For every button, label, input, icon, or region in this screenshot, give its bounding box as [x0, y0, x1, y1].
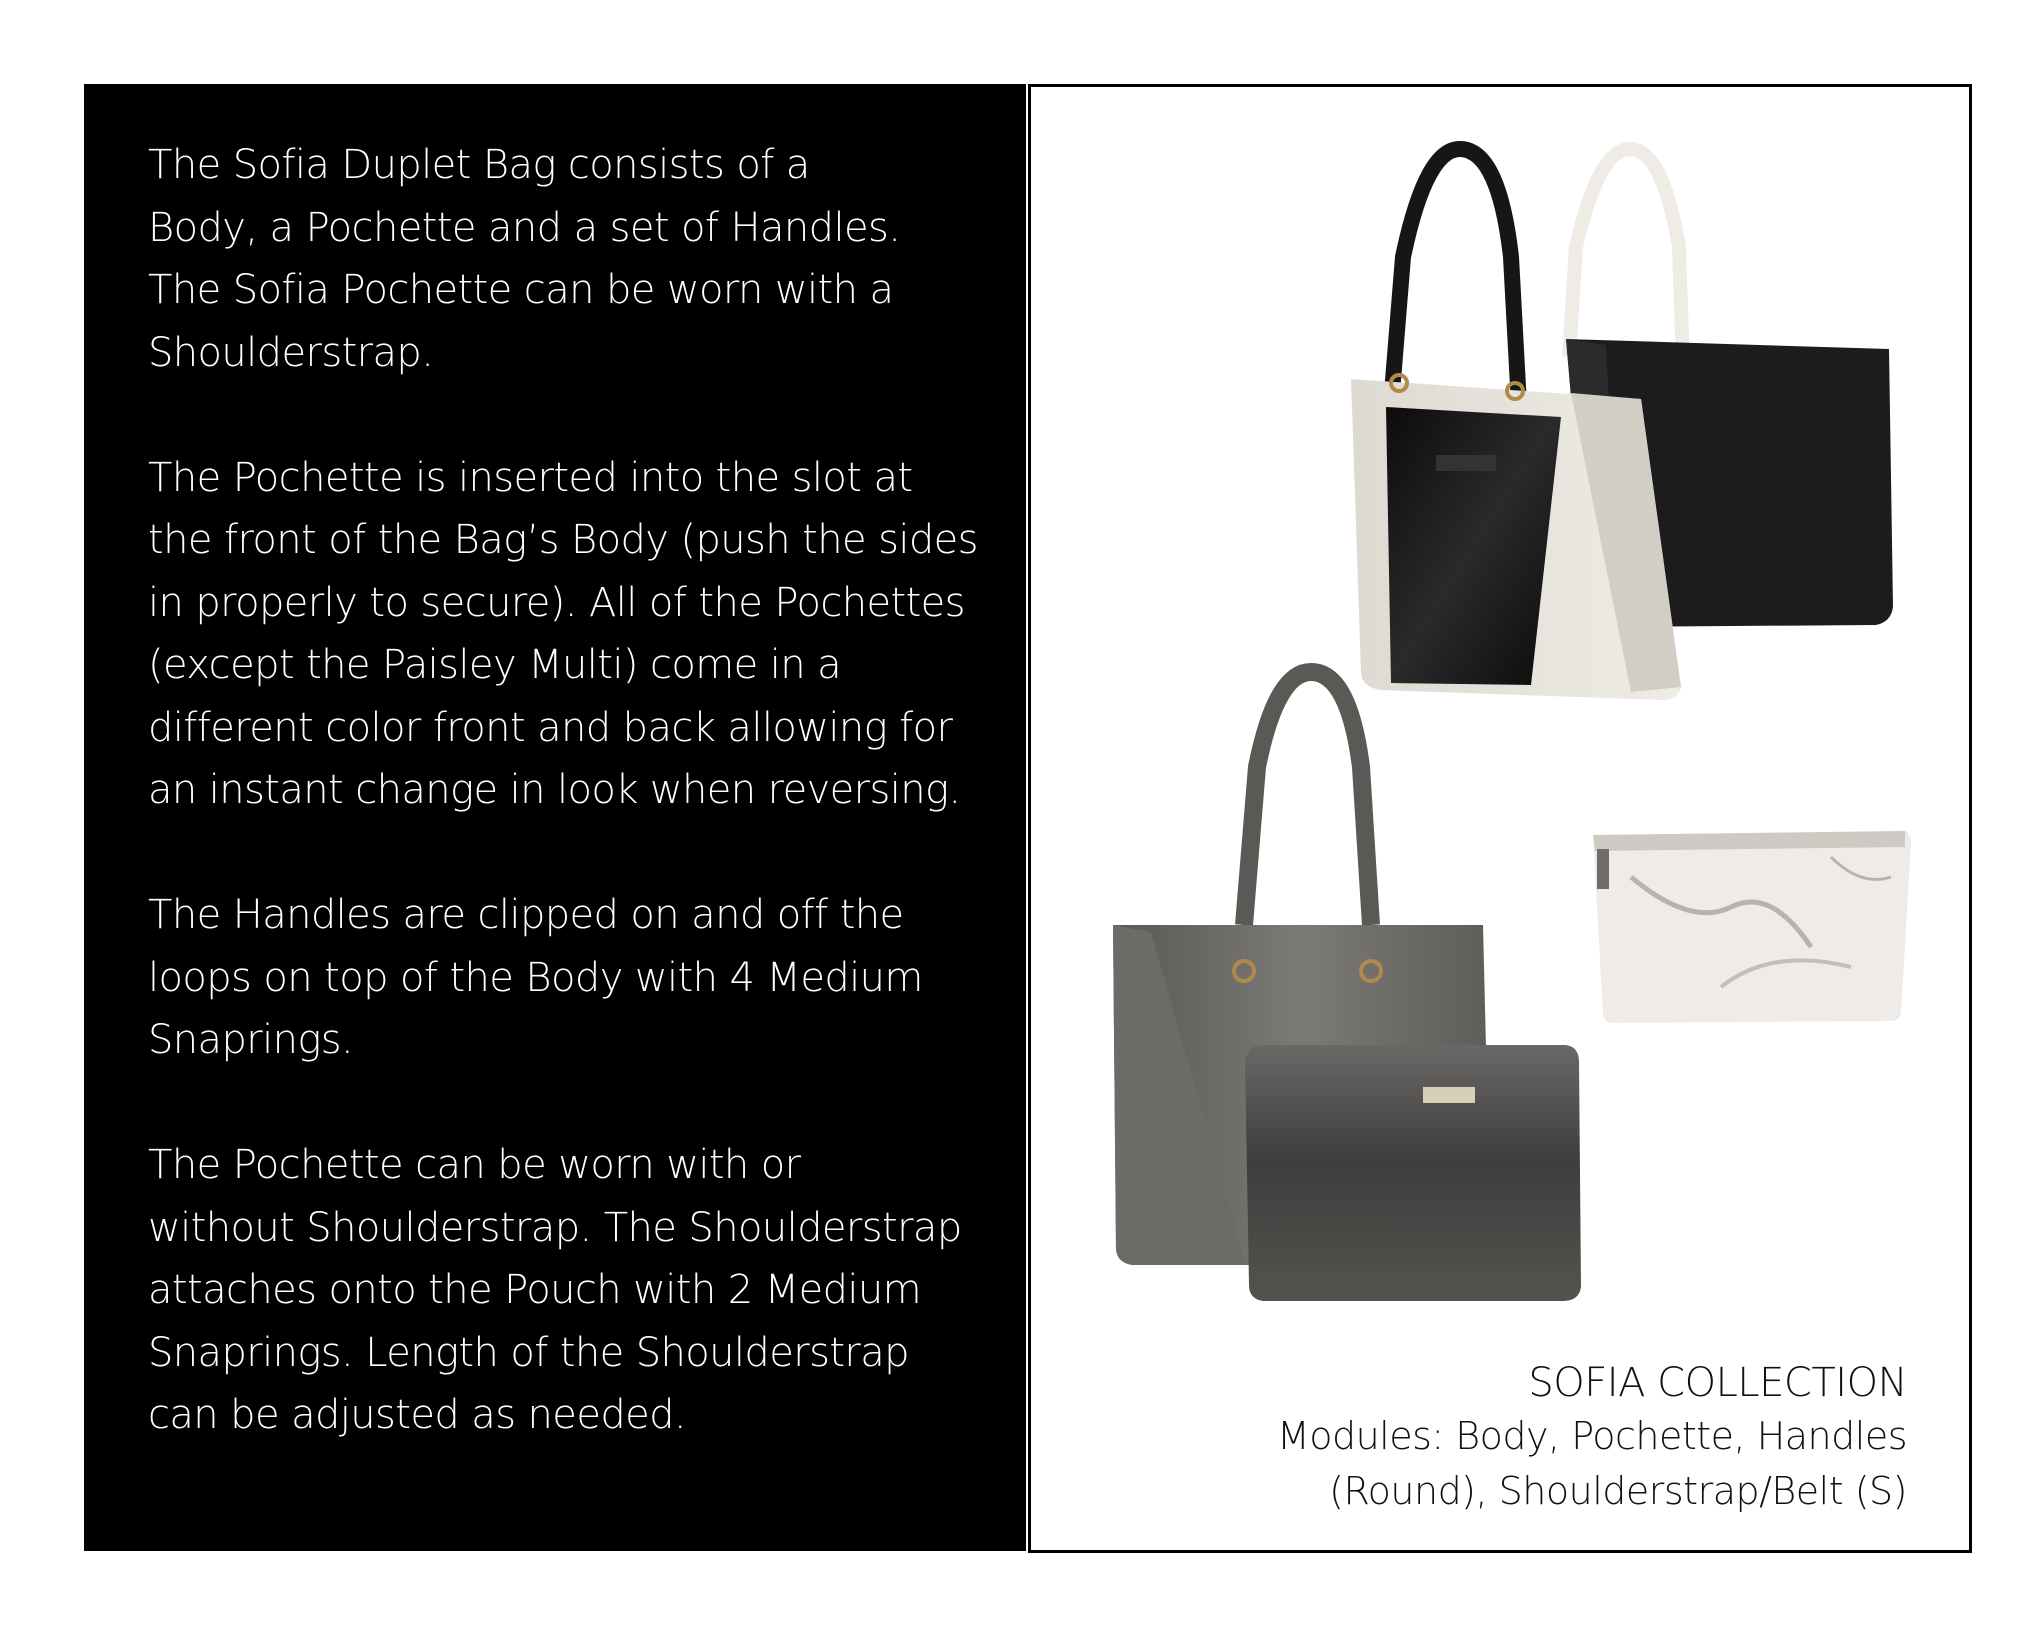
marble-pochette: [1593, 831, 1911, 1023]
bag-pewter-with-pochette: [1113, 672, 1581, 1301]
brand-plate: [1436, 455, 1496, 471]
product-image-panel: [1028, 84, 1972, 1553]
cream-bag-patent-panel: [1386, 407, 1561, 685]
cream-handle-back: [1569, 149, 1683, 367]
collection-modules: Modules: Body, Pochette, Handles (Round), Shoulderstrap/Belt (S): [1276, 1414, 1907, 1513]
bag-pair-black-cream: [1351, 149, 1893, 700]
pewter-pochette: [1245, 1045, 1581, 1301]
black-handle: [1391, 149, 1519, 405]
description-panel: [84, 84, 1026, 1551]
marble-pochette-body: [1593, 831, 1911, 1023]
paragraph-pochette-insert: The Pochette is inserted into the slot at the front of the Bag’s Body (push the sides in properly to secure). All of the Pochettes (except the Paisley Multi) come in a different color front and back allowing for an instant change in look when reversing.: [148, 454, 978, 813]
paragraph-shoulderstrap: The Pochette can be worn with or without Shoulderstrap. The Shoulderstrap attaches onto the Pouch with 2 Medium Snaprings. Length of the Shoulderstrap can be adjusted as needed.: [148, 1142, 962, 1438]
collection-caption: [1277, 1357, 1907, 1519]
paragraph-handles: The Handles are clipped on and off the loops on top of the Body with 4 Medium Snaprings.: [148, 892, 923, 1063]
description-text: [148, 134, 1008, 1509]
paragraph-composition: The Sofia Duplet Bag consists of a Body, a Pochette and a set of Handles. The Sofia Pochette can be worn with a Shoulderstrap.: [148, 142, 901, 376]
pewter-handle: [1244, 672, 1371, 925]
product-photos: [1031, 87, 1969, 1550]
collection-title: SOFIA COLLECTION: [1528, 1360, 1907, 1406]
pochette-plate: [1423, 1087, 1475, 1103]
